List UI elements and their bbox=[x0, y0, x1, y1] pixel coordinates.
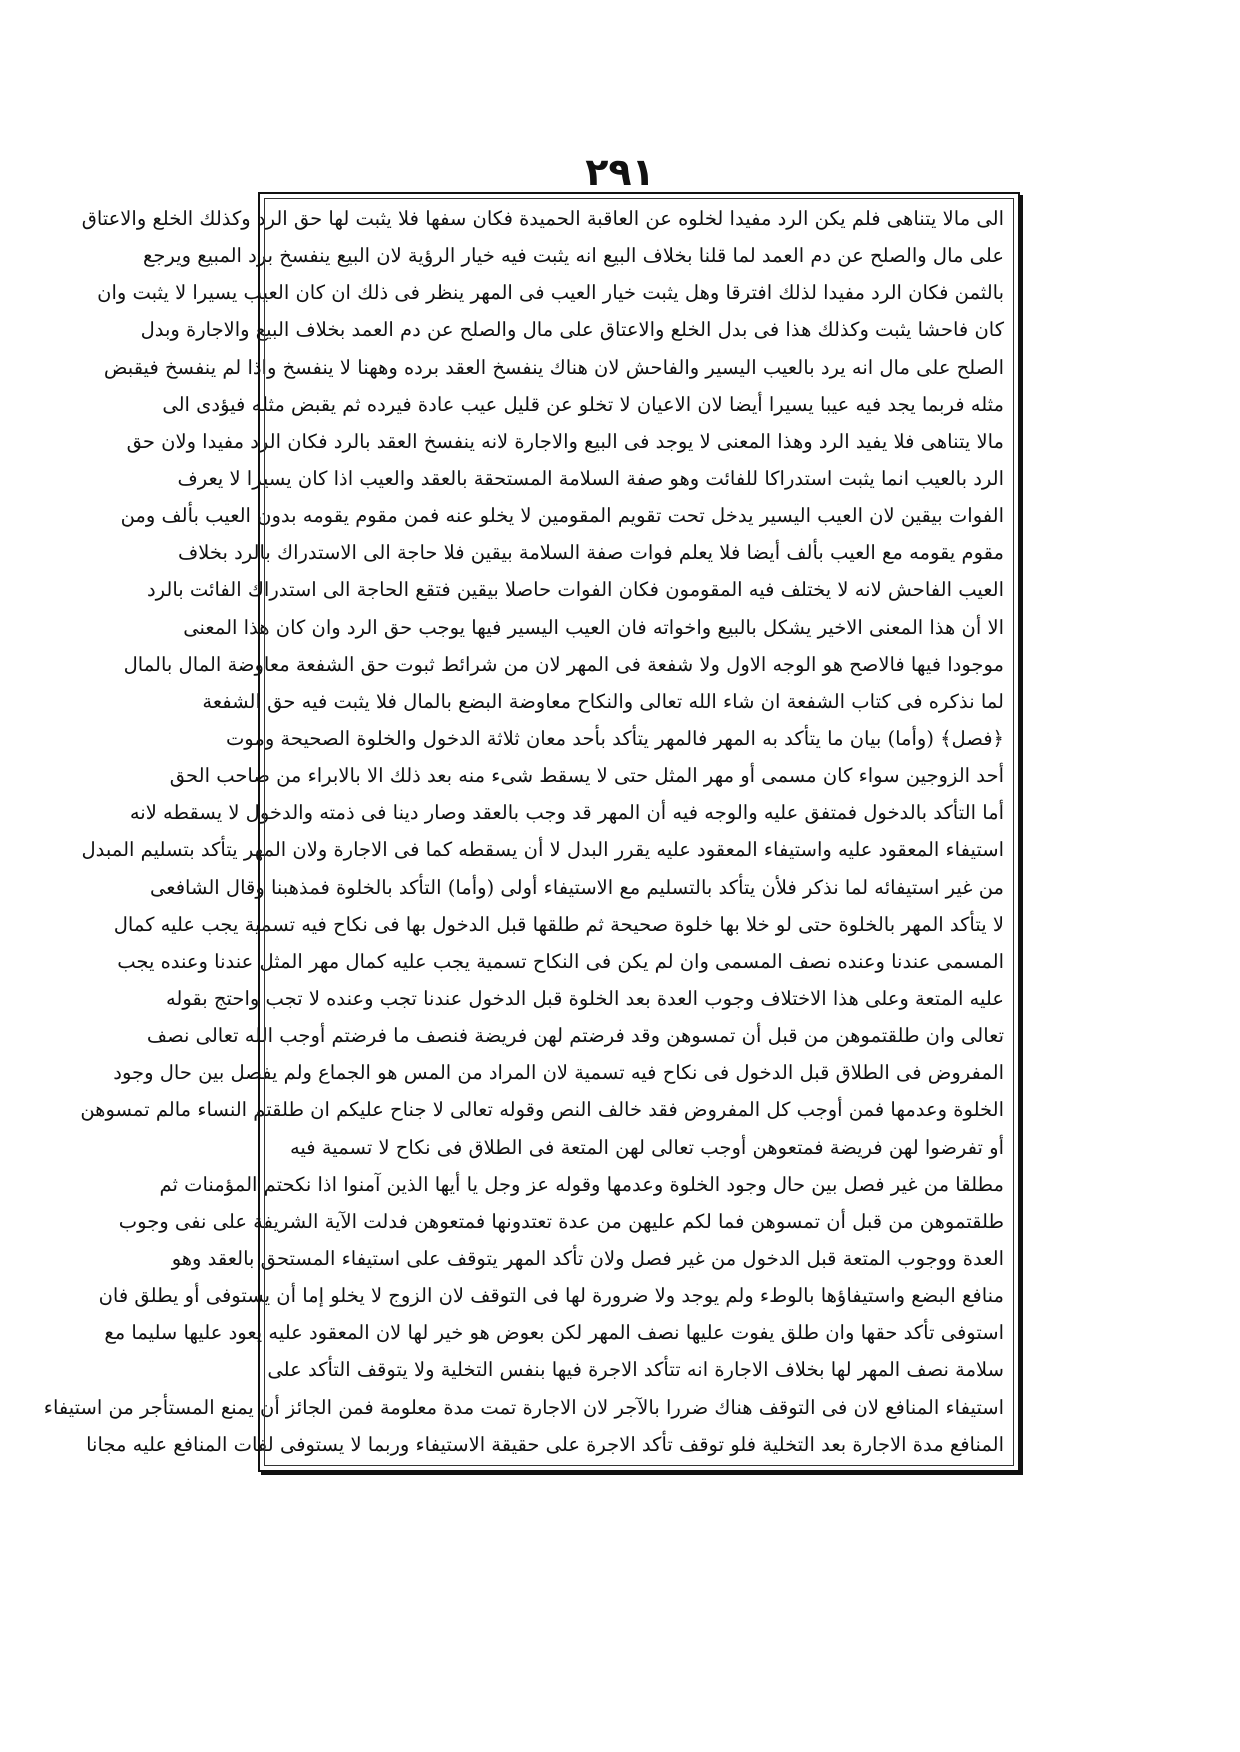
text-line: مثله فربما يجد فيه عيبا يسيرا أيضا لان الاعيان لا تخلو عن قليل عيب عادة فيرده ثم يقبض مثله فيؤدى الى bbox=[162, 392, 1004, 416]
text-line: الى مالا يتناهى فلم يكن الرد مفيدا لخلوه عن العاقبة الحميدة فكان سفها فلا يثبت لها حق الرد وكذلك الخلع والاعتاق bbox=[81, 207, 1004, 230]
text-line: الا أن هذا المعنى الاخير يشكل بالبيع واخواته فان العيب اليسير فيها يوجب حق الرد وان كان هذا المعنى bbox=[183, 615, 1004, 639]
text-line: المسمى عندنا وعنده نصف المسمى وان لم يكن فى النكاح تسمية يجب عليه كمال مهر المثل عندنا وعنده يجب bbox=[117, 949, 1004, 973]
text-line: أما التأكد بالدخول فمتفق عليه والوجه فيه أن المهر قد وجب بالعقد وصار دينا فى ذمته والدخول لا يسقطه لانه bbox=[129, 801, 1004, 825]
text-line: لا يتأكد المهر بالخلوة حتى لو خلا بها خلوة صحيحة ثم طلقها قبل الدخول بها فى نكاح فيه تسمية يجب عليه كمال bbox=[113, 912, 1004, 936]
text-line: بالثمن فكان الرد مفيدا لذلك افترقا وهل يثبت خيار العيب فى المهر ينظر فى ذلك ان كان العيب يسيرا لا يثبت وان bbox=[97, 281, 1004, 305]
text-line: تعالى وان طلقتموهن من قبل أن تمسوهن وقد فرضتم لهن فريضة فنصف ما فرضتم أوجب الله تعالى نصف bbox=[146, 1024, 1004, 1048]
text-line: الخلوة وعدمها فمن أوجب كل المفروض فقد خالف النص وقوله تعالى لا جناح عليكم ان طلقتم النساء مالم تمسوهن bbox=[80, 1098, 1004, 1122]
text-line: استيفاء المعقود عليه واستيفاء المعقود عليه يقرر البدل لا أن يسقطه كما فى الاجارة ولان المهر يتأكد بتسليم المبدل bbox=[81, 838, 1004, 862]
text-line: المنافع مدة الاجارة بعد التخلية فلو توقف تأكد الاجرة على حقيقة الاستيفاء وربما لا يستوفى لفات المنافع عليه مجانا bbox=[86, 1432, 1004, 1456]
text-line: ﴿فصل﴾ (وأما) بيان ما يتأكد به المهر فالمهر يتأكد بأحد معان ثلاثة الدخول والخلوة الصحيحة وموت bbox=[225, 726, 1004, 750]
text-line: العدة ووجوب المتعة قبل الدخول من غير فصل ولان تأكد المهر يتوقف على استيفاء المستحق بالعقد وهو bbox=[171, 1246, 1004, 1270]
text-line: عليه المتعة وعلى هذا الاختلاف وجوب العدة بعد الخلوة قبل الدخول عندنا تجب وعنده لا تجب واحتج بقوله bbox=[165, 986, 1004, 1010]
text-frame bbox=[43, 192, 1020, 1472]
text-line: من غير استيفائه لما نذكر فلأن يتأكد بالتسليم مع الاستيفاء أولى (وأما) التأكد بالخلوة فمذهبنا وقال الشافعى bbox=[150, 875, 1004, 899]
text-line: استوفى تأكد حقها وان طلق يفوت عليها نصف المهر لكن بعوض هو خير لها لان المعقود عليه يعود عليها سليما مع bbox=[104, 1321, 1004, 1345]
text-line: طلقتموهن من قبل أن تمسوهن فما لكم عليهن من عدة تعتدونها فمتعوهن فدلت الآية الشريفة على نفى وجوب bbox=[118, 1209, 1004, 1233]
text-line: سلامة نصف المهر لها بخلاف الاجارة انه تتأكد الاجرة فيها بنفس التخلية ولا يتوقف التأكد على bbox=[267, 1358, 1004, 1382]
text-body bbox=[43, 204, 1004, 1460]
text-line: منافع البضع واستيفاؤها بالوطء ولم يوجد ولا ضرورة لها فى التوقف لان الزوج لا يخلو إما أن يستوفى أو يطلق فان bbox=[98, 1284, 1004, 1308]
text-line: العيب الفاحش لانه لا يختلف فيه المقومون فكان الفوات حاصلا بيقين فتقع الحاجة الى استدراك الفائت بالرد bbox=[146, 578, 1004, 602]
text-line: الرد بالعيب انما يثبت استدراكا للفائت وهو صفة السلامة المستحقة بالعقد والعيب اذا كان يسيرا لا يعرف bbox=[177, 466, 1004, 490]
text-line: كان فاحشا يثبت وكذلك هذا فى بدل الخلع والاعتاق على مال والصلح عن دم العمد بخلاف البيع والاجارة وبدل bbox=[140, 318, 1004, 342]
text-line: موجودا فيها فالاصح هو الوجه الاول ولا شفعة فى المهر لان من شرائط ثبوت حق الشفعة معاوضة المال بالمال bbox=[123, 652, 1004, 676]
page-number: ٢٩١ bbox=[585, 150, 655, 194]
text-line: مطلقا من غير فصل بين حال وجود الخلوة وعدمها وقوله عز وجل يا أيها الذين آمنوا اذا نكحتم المؤمنات ثم bbox=[159, 1172, 1004, 1196]
text-line: أحد الزوجين سواء كان مسمى أو مهر المثل حتى لا يسقط شىء منه بعد ذلك الا بالابراء من صاحب الحق bbox=[169, 764, 1004, 788]
text-line: مالا يتناهى فلا يفيد الرد وهذا المعنى لا يوجد فى البيع والاجارة لانه ينفسخ العقد بالرد فكان الرد مفيدا ولان حق bbox=[126, 429, 1004, 453]
text-line: لما نذكره فى كتاب الشفعة ان شاء الله تعالى والنكاح معاوضة البضع بالمال فلا يثبت فيه حق الشفعة bbox=[202, 689, 1004, 713]
text-line: مقوم يقومه مع العيب بألف أيضا فلا يعلم فوات صفة السلامة بيقين فلا حاجة الى الاستدراك بالرد بخلاف bbox=[178, 541, 1004, 565]
text-line: المفروض فى الطلاق قبل الدخول فى نكاح فيه تسمية لان المراد من المس هو الجماع ولم يفصل بين حال وجود bbox=[113, 1061, 1004, 1085]
text-line: الصلح على مال انه يرد بالعيب اليسير والفاحش لان هناك ينفسخ العقد برده وههنا لا ينفسخ واذا لم ينفسخ فيقبض bbox=[103, 355, 1004, 379]
text-line: استيفاء المنافع لان فى التوقف هناك ضررا بالآجر لان الاجارة تمت مدة معلومة فمن الجائز أن يمنع المستأجر من استيفاء bbox=[43, 1395, 1004, 1419]
text-line: أو تفرضوا لهن فريضة فمتعوهن أوجب تعالى لهن المتعة فى الطلاق فى نكاح لا تسمية فيه bbox=[289, 1135, 1004, 1159]
text-line: الفوات بيقين لان العيب اليسير يدخل تحت تقويم المقومين لا يخلو عنه فمن مقوم يقومه بدون العيب بألف ومن bbox=[120, 504, 1004, 528]
text-line: على مال والصلح عن دم العمد لما قلنا بخلاف البيع انه يثبت فيه خيار الرؤية لان البيع ينفسخ برد المبيع ويرجع bbox=[142, 244, 1004, 268]
